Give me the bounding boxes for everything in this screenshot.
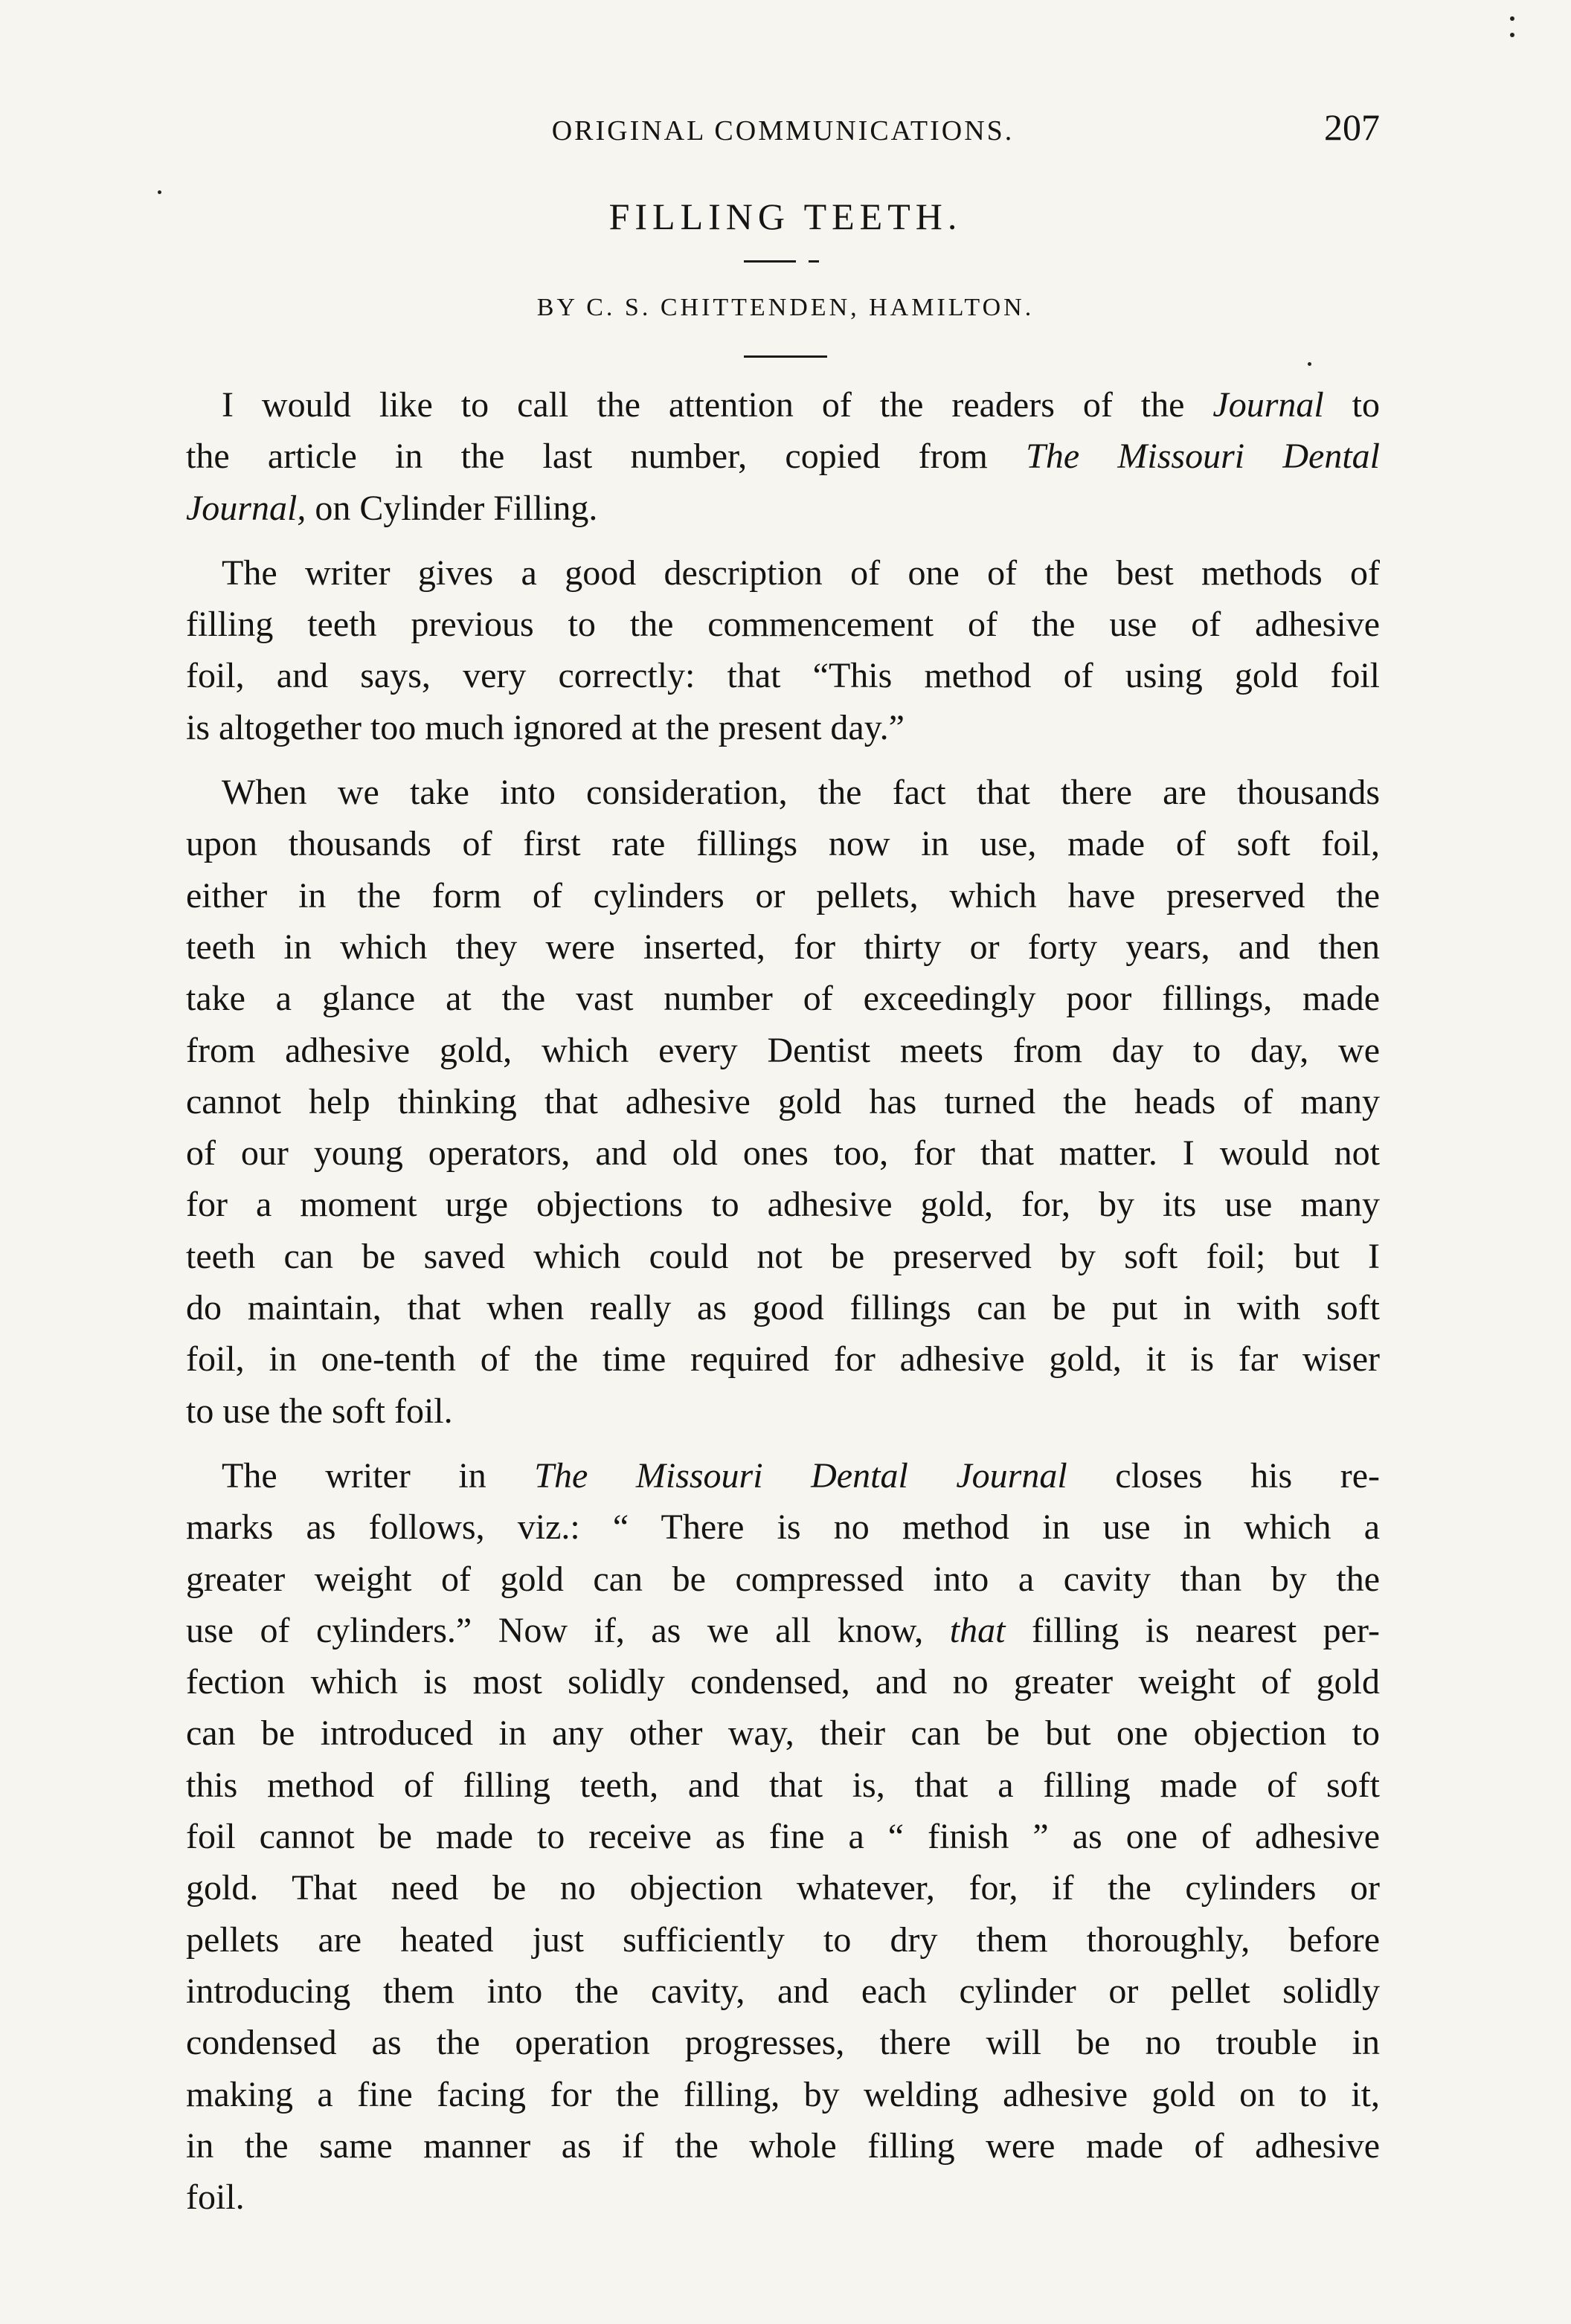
text-line: condensed as the operation progresses, there will be no trouble in — [186, 2023, 1380, 2063]
article-byline: BY C. S. CHITTENDEN, HAMILTON. — [536, 294, 1035, 321]
text-line: do maintain, that when really as good fillings can be put in with soft — [186, 1288, 1380, 1328]
page-number: 207 — [1324, 106, 1380, 148]
text-line: of our young operators, and old ones too, for that matter. I would not — [186, 1133, 1380, 1174]
text-line: to use the soft foil. — [186, 1391, 453, 1431]
text-line: foil cannot be made to receive as fine a “ finish ” as one of adhesive — [186, 1817, 1380, 1857]
italic-text: Journal — [1212, 385, 1324, 425]
text-line: greater weight of gold can be compressed into a cavity than by the — [186, 1559, 1380, 1599]
title-rule-dash — [809, 260, 819, 263]
body-paragraph — [186, 379, 1380, 534]
page-header — [186, 106, 1380, 164]
text-line: for a moment urge objections to adhesive gold, for, by its use many — [186, 1185, 1380, 1225]
text-line: cannot help thinking that adhesive gold has turned the heads of many — [186, 1081, 1380, 1121]
byline-rule — [744, 355, 827, 358]
text-line: the article in the last number, copied from The Missouri Dental — [186, 437, 1380, 477]
text-line: foil, and says, very correctly: that “This method of using gold foil — [186, 656, 1380, 696]
text-line: foil, in one-tenth of the time required for adhesive gold, it is far wiser — [186, 1339, 1380, 1380]
text-line: filling teeth previous to the commencement of the use of adhesive — [186, 605, 1380, 645]
text-line: pellets are heated just sufficiently to dry them thoroughly, before — [186, 1919, 1380, 1960]
body-paragraph — [186, 1450, 1380, 2223]
margin-speck — [1308, 362, 1311, 366]
text-line: this method of filling teeth, and that is, that a filling made of soft — [186, 1765, 1380, 1805]
text-line: The writer gives a good description of one of the best methods of — [222, 553, 1380, 593]
text-line: I would like to call the attention of the readers of the Journal to — [222, 385, 1381, 425]
article-body — [186, 379, 1380, 2236]
text-line: can be introduced in any other way, their can be but one objection to — [186, 1713, 1380, 1754]
italic-text: The Missouri Dental Journal — [534, 1455, 1067, 1496]
text-line: When we take into consideration, the fact that there are thousands — [222, 773, 1380, 813]
text-line: take a glance at the vast number of exceedingly poor fillings, made — [186, 979, 1380, 1019]
margin-speck — [158, 190, 161, 194]
text-line: in the same manner as if the whole filling were made of adhesive — [186, 2125, 1380, 2166]
text-line: gold. That need be no objection whatever, for, if the cylinders or — [186, 1868, 1380, 1908]
italic-text: that — [949, 1610, 1006, 1650]
text-line: teeth in which they were inserted, for thirty or forty years, and then — [186, 927, 1380, 967]
text-line: from adhesive gold, which every Dentist meets from day to day, we — [186, 1030, 1380, 1070]
text-line: making a fine facing for the filling, by welding adhesive gold on to it, — [186, 2074, 1380, 2114]
text-line: foil. — [186, 2177, 245, 2218]
margin-speck — [1510, 16, 1514, 21]
text-line: use of cylinders.” Now if, as we all know, that filling is nearest per- — [186, 1610, 1380, 1650]
margin-speck — [1510, 33, 1514, 37]
text-line: fection which is most solidly condensed, and no greater weight of gold — [186, 1662, 1380, 1702]
text-line: introducing them into the cavity, and each cylinder or pellet solidly — [186, 1971, 1380, 2011]
article-title: FILLING TEETH. — [608, 196, 963, 237]
italic-text: Journal, — [186, 488, 306, 528]
running-head: ORIGINAL COMMUNICATIONS. — [551, 115, 1015, 147]
body-paragraph — [186, 767, 1380, 1437]
text-line: is altogether too much ignored at the present day.” — [186, 707, 905, 747]
text-line: either in the form of cylinders or pellets, which have preserved the — [186, 875, 1380, 915]
italic-text: The Missouri Dental — [1026, 437, 1380, 477]
title-rule — [744, 260, 796, 263]
text-line: upon thousands of first rate fillings now in use, made of soft foil, — [186, 824, 1380, 864]
text-line: teeth can be saved which could not be preserved by soft foil; but I — [186, 1236, 1380, 1276]
body-paragraph — [186, 547, 1380, 753]
text-line: Journal, on Cylinder Filling. — [186, 488, 598, 528]
text-line: marks as follows, viz.: “ There is no method in use in which a — [186, 1507, 1380, 1548]
text-line: The writer in The Missouri Dental Journal closes his re- — [222, 1455, 1381, 1496]
